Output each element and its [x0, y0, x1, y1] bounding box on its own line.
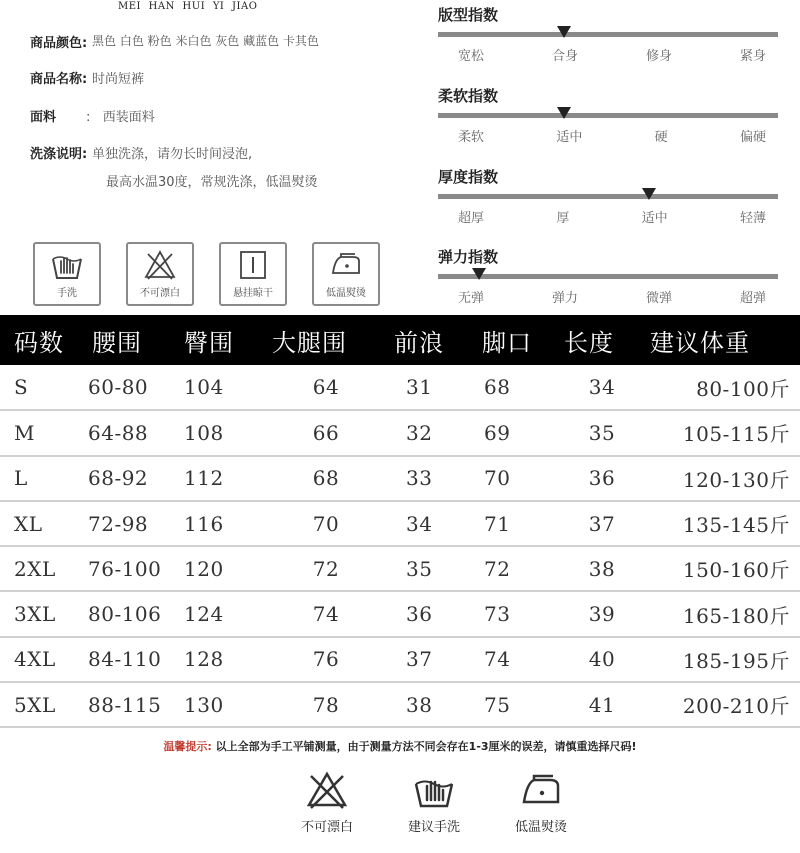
- table-cell: 76-100: [80, 546, 176, 591]
- index-bar: [438, 113, 778, 118]
- table-cell: 165-180斤: [644, 591, 800, 636]
- table-cell: 38: [386, 682, 476, 727]
- index-elasticity: [438, 246, 778, 306]
- table-cell: 70: [476, 456, 560, 501]
- table-cell: XL: [0, 501, 80, 546]
- index-option: 适中: [641, 211, 668, 226]
- table-cell: 128: [176, 637, 266, 682]
- table-header-cell: 码数: [0, 315, 80, 365]
- table-row: [0, 410, 800, 455]
- low-iron-icon: [329, 249, 363, 281]
- index-labels: [438, 45, 778, 64]
- table-cell: 35: [386, 546, 476, 591]
- index-option: 厚: [556, 211, 570, 226]
- tip-text: 以上全部为手工平铺测量，由于测量方法不同会存在1-3厘米的误差，请慎重选择尺码!: [211, 740, 637, 753]
- table-header-cell: 建议体重: [644, 315, 800, 365]
- table-cell: 120-130斤: [644, 456, 800, 501]
- care-label: 手洗: [57, 288, 77, 299]
- info-wash-line2: 最高水温30度，常规洗涤，低温熨烫: [106, 175, 318, 190]
- hand-wash-icon: [50, 249, 84, 281]
- index-bar: [438, 32, 778, 37]
- table-cell: 36: [386, 591, 476, 636]
- table-cell: 32: [386, 410, 476, 455]
- index-option: 超厚: [458, 211, 485, 226]
- table-cell: 68: [476, 365, 560, 410]
- table-row: [0, 501, 800, 546]
- table-cell: 41: [560, 682, 644, 727]
- info-fabric-row: [30, 106, 155, 125]
- table-cell: S: [0, 365, 80, 410]
- table-cell: 130: [176, 682, 266, 727]
- table-cell: 75: [476, 682, 560, 727]
- index-option: 柔软: [458, 130, 485, 145]
- index-thickness: [438, 166, 778, 226]
- table-cell: 78: [266, 682, 386, 727]
- index-option: 偏硬: [739, 130, 766, 145]
- tip-label: 温馨提示:: [163, 740, 212, 753]
- care-label: 悬挂晾干: [233, 288, 273, 299]
- index-option: 轻薄: [739, 211, 766, 226]
- info-wash-line1: 单独洗涤，请勿长时间浸泡,: [92, 147, 253, 162]
- index-option: 硬: [654, 130, 668, 145]
- size-table-body: [0, 365, 800, 727]
- info-color-row: [30, 32, 319, 51]
- hand-wash-icon: [412, 770, 456, 810]
- bottom-care-label: 不可漂白: [300, 820, 353, 835]
- care-no-bleach: [126, 242, 194, 306]
- table-header-cell: 长度: [560, 315, 644, 365]
- no-bleach-icon: [305, 770, 349, 810]
- table-cell: 35: [560, 410, 644, 455]
- index-option: 宽松: [458, 49, 485, 64]
- index-marker: [557, 107, 571, 119]
- table-cell: 64: [266, 365, 386, 410]
- table-cell: 64-88: [80, 410, 176, 455]
- index-softness: [438, 85, 778, 145]
- table-header-cell: 腰围: [80, 315, 176, 365]
- info-name-value: 时尚短裤: [92, 72, 145, 87]
- bottom-no-bleach: [290, 770, 364, 835]
- index-option: 弹力: [551, 291, 578, 306]
- table-cell: 124: [176, 591, 266, 636]
- table-cell: 74: [266, 591, 386, 636]
- table-cell: 69: [476, 410, 560, 455]
- table-cell: 71: [476, 501, 560, 546]
- size-table-header: [0, 315, 800, 365]
- index-marker: [472, 268, 486, 280]
- bottom-care-label: 建议手洗: [407, 820, 460, 835]
- table-cell: 74: [476, 637, 560, 682]
- info-wash-row: [30, 143, 252, 162]
- info-color-label: 商品颜色:: [30, 36, 88, 51]
- table-cell: 3XL: [0, 591, 80, 636]
- index-labels: [438, 287, 778, 306]
- table-cell: 185-195斤: [644, 637, 800, 682]
- index-option: 超弹: [739, 291, 766, 306]
- table-cell: 84-110: [80, 637, 176, 682]
- info-wash-label: 洗涤说明:: [30, 147, 88, 162]
- table-cell: 39: [560, 591, 644, 636]
- table-row: [0, 682, 800, 727]
- index-option: 微弹: [645, 291, 672, 306]
- table-cell: 37: [386, 637, 476, 682]
- table-header-cell: 臀围: [176, 315, 266, 365]
- table-cell: M: [0, 410, 80, 455]
- table-row: [0, 456, 800, 501]
- bottom-hand-wash: [397, 770, 471, 835]
- table-cell: 2XL: [0, 546, 80, 591]
- index-bar: [438, 194, 778, 199]
- table-row: [0, 591, 800, 636]
- table-cell: 104: [176, 365, 266, 410]
- table-cell: 68: [266, 456, 386, 501]
- index-title: 厚度指数: [438, 168, 499, 186]
- bottom-low-iron: [504, 770, 578, 835]
- table-cell: 34: [560, 365, 644, 410]
- index-title: 柔软指数: [438, 87, 499, 105]
- care-hand-wash: [33, 242, 101, 306]
- index-option: 无弹: [458, 291, 485, 306]
- table-header-cell: 前浪: [386, 315, 476, 365]
- table-cell: 60-80: [80, 365, 176, 410]
- index-marker: [642, 188, 656, 200]
- index-option: 修身: [645, 49, 672, 64]
- bottom-care-label: 低温熨烫: [514, 820, 567, 835]
- table-cell: 37: [560, 501, 644, 546]
- table-header-cell: 脚口: [476, 315, 560, 365]
- table-cell: 4XL: [0, 637, 80, 682]
- table-cell: 31: [386, 365, 476, 410]
- table-header-cell: 大腿围: [266, 315, 386, 365]
- table-cell: 120: [176, 546, 266, 591]
- no-bleach-icon: [143, 249, 177, 281]
- table-cell: 73: [476, 591, 560, 636]
- table-row: [0, 637, 800, 682]
- table-cell: 34: [386, 501, 476, 546]
- table-cell: 105-115斤: [644, 410, 800, 455]
- low-iron-icon: [519, 770, 563, 810]
- table-cell: 150-160斤: [644, 546, 800, 591]
- size-table: [0, 315, 800, 728]
- index-title: 弹力指数: [438, 248, 499, 266]
- info-color-value: 黑色 白色 粉色 米白色 灰色 藏蓝色 卡其色: [92, 34, 319, 48]
- index-option: 紧身: [739, 49, 766, 64]
- care-low-iron: [312, 242, 380, 306]
- index-labels: [438, 126, 778, 145]
- table-cell: 72: [266, 546, 386, 591]
- info-fabric-value: : 西装面料: [86, 110, 155, 125]
- table-header-row: [0, 315, 800, 365]
- index-option: 适中: [556, 130, 583, 145]
- table-cell: 76: [266, 637, 386, 682]
- index-option: 合身: [551, 49, 578, 64]
- index-title: 版型指数: [438, 6, 499, 24]
- info-fabric-label: 面料: [30, 110, 57, 125]
- table-cell: 68-92: [80, 456, 176, 501]
- hang-dry-icon: [236, 249, 270, 281]
- table-cell: 116: [176, 501, 266, 546]
- table-cell: 200-210斤: [644, 682, 800, 727]
- table-cell: 36: [560, 456, 644, 501]
- table-cell: 72-98: [80, 501, 176, 546]
- measurement-tip: [0, 738, 800, 754]
- bottom-care-icons: [290, 770, 578, 835]
- table-cell: 88-115: [80, 682, 176, 727]
- table-cell: 5XL: [0, 682, 80, 727]
- table-cell: 135-145斤: [644, 501, 800, 546]
- table-cell: 38: [560, 546, 644, 591]
- index-fit: [438, 4, 778, 64]
- care-hang-dry: [219, 242, 287, 306]
- table-cell: 66: [266, 410, 386, 455]
- table-cell: 33: [386, 456, 476, 501]
- table-cell: 80-100斤: [644, 365, 800, 410]
- table-row: [0, 546, 800, 591]
- care-icons: [33, 242, 380, 306]
- brand-name: MEI HAN HUI YI JIAO: [118, 1, 258, 12]
- table-cell: L: [0, 456, 80, 501]
- table-cell: 40: [560, 637, 644, 682]
- table-cell: 80-106: [80, 591, 176, 636]
- table-row: [0, 365, 800, 410]
- table-cell: 112: [176, 456, 266, 501]
- table-cell: 72: [476, 546, 560, 591]
- table-cell: 70: [266, 501, 386, 546]
- index-labels: [438, 207, 778, 226]
- table-cell: 108: [176, 410, 266, 455]
- care-label: 不可漂白: [140, 288, 180, 299]
- index-bar: [438, 274, 778, 279]
- index-marker: [557, 26, 571, 38]
- info-name-row: [30, 68, 144, 87]
- care-label: 低温熨烫: [326, 288, 366, 299]
- info-name-label: 商品名称:: [30, 72, 88, 87]
